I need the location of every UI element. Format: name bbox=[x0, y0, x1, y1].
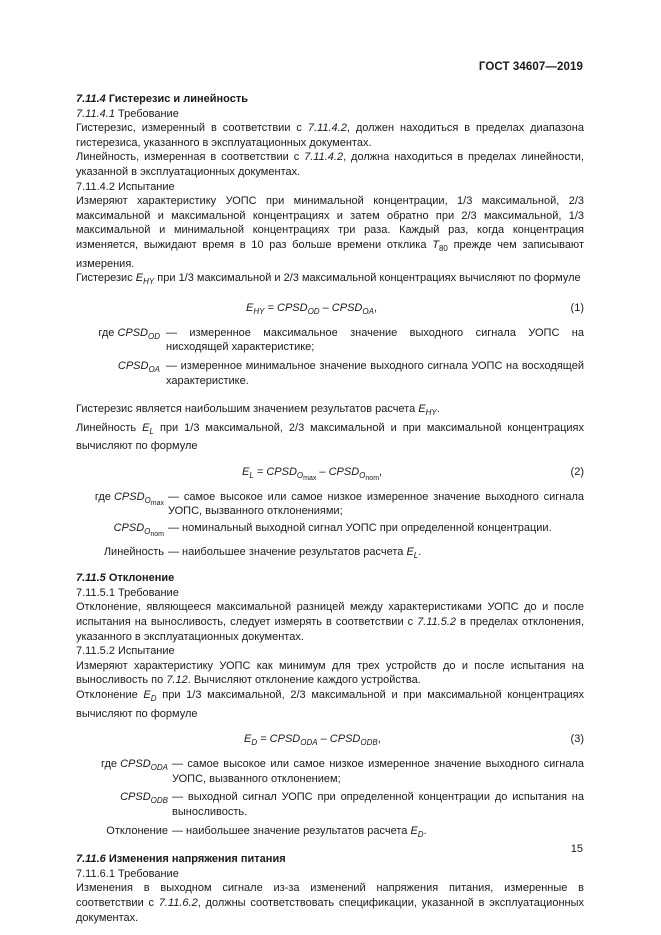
section-heading-7-11-4: 7.11.4 Гистерезис и линейность bbox=[76, 93, 249, 105]
paragraph: Линейность, измеренная в соответствии с 7.11.4.2, должна находиться в пределах линейности, указанной в эксплуатационных документах. bbox=[76, 151, 584, 178]
page-number: 15 bbox=[570, 843, 583, 855]
definition-item: где $CPSD_{O_{max}}$ — самое высокое или самое низкое измеренное значение выходного сигнала УОПС, вызванного отклонениями; bbox=[94, 490, 584, 518]
document-body bbox=[76, 92, 584, 925]
paragraph: Линейность $E_L$ при 1/3 максимальной, 2/3 максимальной и при максимальной концентрациях вычисляют по формуле bbox=[76, 421, 585, 453]
subsection-heading-7-11-5-1: 7.11.5.1 Требование bbox=[76, 586, 179, 599]
section-heading-7-11-5: 7.11.5 Отклонение bbox=[76, 572, 175, 585]
paragraph: Гистерезис является наибольшим значением результатов расчета $E_{HY}$. bbox=[76, 403, 440, 418]
definition-item: $CPSD_{ODB}$ — выходной сигнал УОПС при определенной концентрации до испытания на выносливость. bbox=[120, 791, 584, 818]
paragraph: Измеряют характеристику УОПС при минимальной концентрации, 1/3 максимальной, 2/3 максимальной и максимальной концентрациях и затем обратно при 2/3 максимальной, 1/3 максимальной и минимальной концентрациях три раза. Каждый раз, когда концентрация изменяется, выжидают время в 10 раз больше времени отклика $T_{80}$ прежде чем записывают измерения. bbox=[76, 195, 584, 270]
paragraph: Изменения в выходном сигнале из-за изменений напряжения питания, измеренные в соответствии с 7.11.6.2, должны соответствовать спецификации, указанной в эксплуатационных документах. bbox=[76, 882, 584, 924]
paragraph: Отклонение $E_D$ при 1/3 максимальной, 2/3 максимальной и при максимальной концентрациях вычисляют по формуле bbox=[76, 689, 584, 720]
paragraph: Гистерезис $E_{HY}$ при 1/3 максимальной и 2/3 максимальной концентрациях вычисляют по формуле bbox=[76, 272, 581, 287]
formula-1: $E_{HY}$ = $CPSD_{OD}$ – $CPSD_{OA}$, (1) bbox=[246, 301, 584, 316]
definition-item: Линейность — наибольшее значение результатов расчета $E_L$. bbox=[103, 545, 422, 560]
formula-number: (1) bbox=[570, 301, 584, 314]
document-header: ГОСТ 34607—2019 bbox=[478, 61, 583, 73]
section-heading-7-11-6: 7.11.6 Изменения напряжения питания bbox=[76, 853, 286, 866]
paragraph: Измеряют характеристику УОПС как минимум для трех устройств до и после испытания на выносливость по 7.12. Вычисляют отклонение каждого устройства. bbox=[76, 659, 584, 687]
formula-2: $E_L$ = $CPSD_{O_{max}}$ – $CPSD_{O_{nom}}$, (2) bbox=[242, 465, 584, 482]
definition-item: $CPSD_{O_{nom}}$ — номинальный выходной сигнал УОПС при определенной концентрации. bbox=[113, 522, 552, 539]
subsection-heading-7-11-5-2: 7.11.5.2 Испытание bbox=[76, 645, 175, 658]
subsection-heading-7-11-4-1: 7.11.4.1 Требование bbox=[76, 107, 179, 120]
formula-number: (2) bbox=[570, 465, 584, 478]
formula-3: $E_D$ = $CPSD_{ODA}$ – $CPSD_{ODB}$, (3) bbox=[244, 733, 584, 748]
paragraph: Отклонение, являющееся максимальной разницей между характеристиками УОПС до и после испытания на выносливость, следует измерять в соответствии с 7.11.5.2 в пределах отклонения, указанного в эксплуатационных документах. bbox=[76, 601, 584, 643]
definition-item: где $CPSD_{ODA}$ — самое высокое или самое низкое измеренное значение выходного сигнала УОПС, вызванного отклонением; bbox=[100, 758, 584, 785]
paragraph: Гистерезис, измеренный в соответствии с 7.11.4.2, должен находиться в пределах диапазона гистерезиса, указанного в эксплуатационных документах. bbox=[76, 122, 584, 149]
formula-number: (3) bbox=[570, 733, 584, 746]
subsection-heading-7-11-6-1: 7.11.6.1 Требование bbox=[76, 867, 179, 880]
definition-item: Отклонение — наибольшее значение результатов расчета $E_D$. bbox=[106, 824, 427, 839]
subsection-heading-7-11-4-2: 7.11.4.2 Испытание bbox=[76, 180, 175, 193]
definition-item: где $CPSD_{OD}$ — измеренное максимальное значение выходного сигнала УОПС на нисходящей характеристике; bbox=[98, 326, 584, 354]
definition-item: $CPSD_{OA}$ — измеренное минимальное значение выходного сигнала УОПС на восходящей характеристике. bbox=[117, 359, 584, 387]
